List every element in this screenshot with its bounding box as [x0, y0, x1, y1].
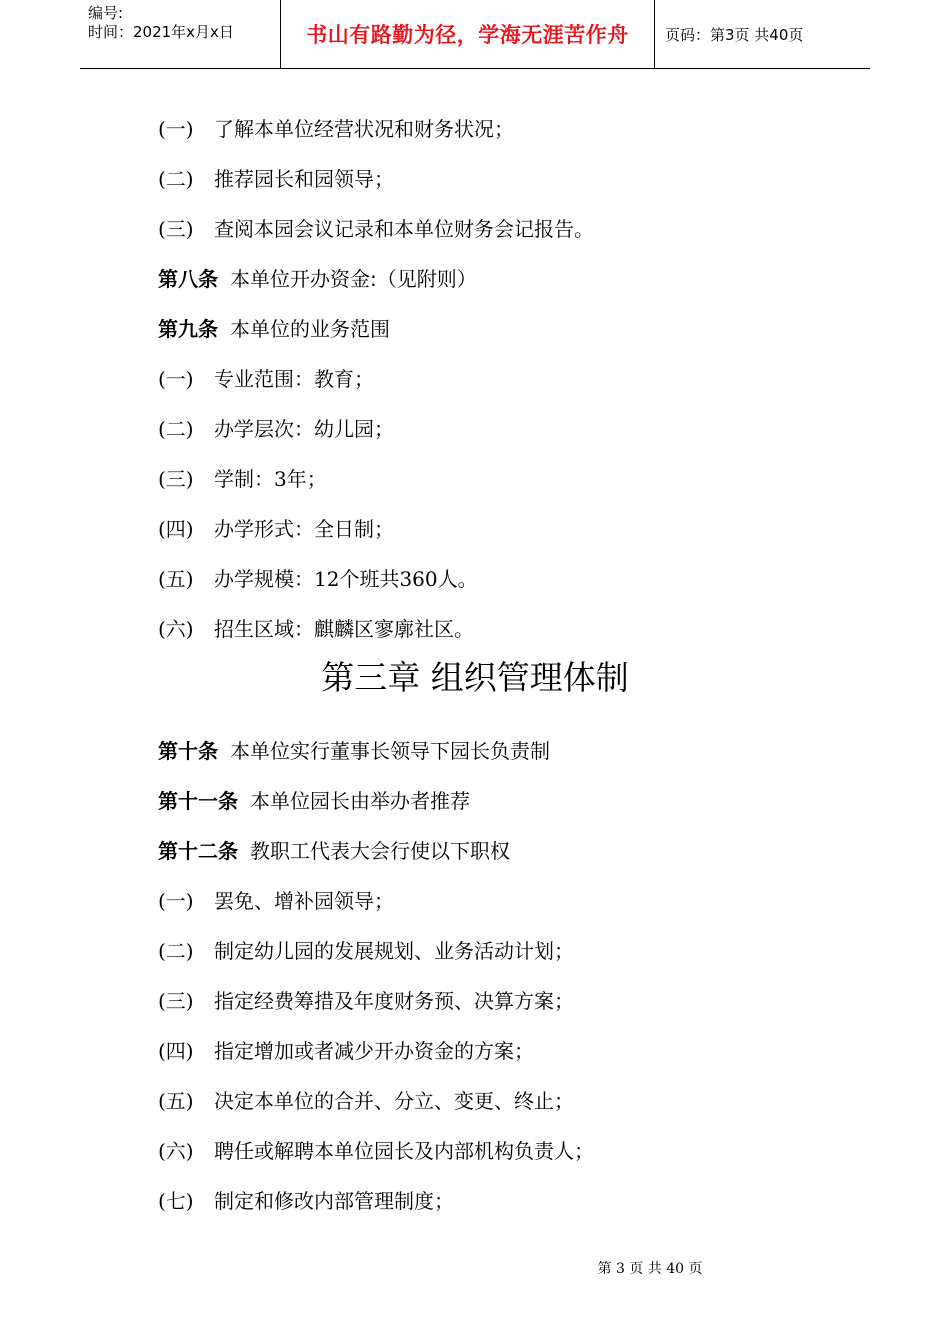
section-2 [158, 724, 858, 1224]
item-text: 招生区域：麒麟区寥廓社区。 [214, 616, 474, 641]
item-text: 学制：3年； [214, 466, 327, 491]
list-item [158, 402, 858, 452]
item-text: 指定增加或者减少开办资金的方案； [214, 1038, 534, 1063]
item-marker: (五) [158, 1088, 194, 1113]
item-text: 办学层次：幼儿园； [214, 416, 394, 441]
item-marker: (六) [158, 1138, 194, 1163]
date-label: 时间：2021年x月x日 [88, 23, 234, 41]
item-marker: (三) [158, 988, 194, 1013]
item-marker: (二) [158, 938, 194, 963]
article-11 [158, 774, 858, 824]
list-item [158, 602, 858, 652]
list-item [158, 974, 858, 1024]
list-item [158, 202, 858, 252]
list-item [158, 1074, 858, 1124]
item-marker: (三) [158, 466, 194, 491]
article-text: 教职工代表大会行使以下职权 [250, 838, 510, 863]
chapter-title: 第三章 组织管理体制 [321, 658, 629, 697]
item-text: 办学形式：全日制； [214, 516, 394, 541]
article-label: 第八条 [158, 266, 218, 291]
article-text: 本单位实行董事长领导下园长负责制 [230, 738, 550, 763]
list-item [158, 502, 858, 552]
item-text: 办学规模：12个班共360人。 [214, 566, 478, 591]
item-text: 查阅本园会议记录和本单位财务会记报告。 [214, 216, 594, 241]
list-item [158, 352, 858, 402]
header-motto: 书山有路勤为径，学海无涯苦作舟 [281, 0, 655, 68]
item-text: 推荐园长和园领导； [214, 166, 394, 191]
item-text: 了解本单位经营状况和财务状况； [214, 116, 514, 141]
item-text: 决定本单位的合并、分立、变更、终止； [214, 1088, 574, 1113]
item-marker: (五) [158, 566, 194, 591]
item-text: 制定幼儿园的发展规划、业务活动计划； [214, 938, 574, 963]
page-header [80, 0, 870, 69]
item-text: 罢免、增补园领导； [214, 888, 394, 913]
article-8 [158, 252, 858, 302]
item-marker: (四) [158, 516, 194, 541]
list-item [158, 102, 858, 152]
article-label: 第十条 [158, 738, 218, 763]
item-marker: (二) [158, 166, 194, 191]
page-footer: 第 3 页 共 40 页 [597, 1261, 703, 1277]
item-text: 专业范围：教育； [214, 366, 374, 391]
article-label: 第十二条 [158, 838, 238, 863]
list-item [158, 452, 858, 502]
item-marker: (一) [158, 888, 194, 913]
article-text: 本单位园长由举办者推荐 [250, 788, 470, 813]
number-label: 编号: [88, 4, 124, 22]
item-text: 制定和修改内部管理制度； [214, 1188, 454, 1213]
list-item [158, 1174, 858, 1224]
article-text: 本单位的业务范围 [230, 316, 390, 341]
article-text: 本单位开办资金:（见附则） [230, 266, 477, 291]
item-marker: (四) [158, 1038, 194, 1063]
article-10 [158, 724, 858, 774]
article-12 [158, 824, 858, 874]
list-item [158, 924, 858, 974]
item-text: 指定经费筹措及年度财务预、决算方案； [214, 988, 574, 1013]
item-marker: (一) [158, 366, 194, 391]
list-item [158, 552, 858, 602]
section-1 [158, 102, 858, 652]
item-marker: (一) [158, 116, 194, 141]
item-text: 聘任或解聘本单位园长及内部机构负责人； [214, 1138, 594, 1163]
list-item [158, 152, 858, 202]
header-meta [80, 0, 281, 68]
list-item [158, 1024, 858, 1074]
item-marker: (七) [158, 1188, 194, 1213]
article-label: 第九条 [158, 316, 218, 341]
article-label: 第十一条 [158, 788, 238, 813]
item-marker: (三) [158, 216, 194, 241]
header-page-info: 页码：第3页 共40页 [665, 25, 804, 44]
list-item [158, 1124, 858, 1174]
item-marker: (二) [158, 416, 194, 441]
article-9 [158, 302, 858, 352]
list-item [158, 874, 858, 924]
item-marker: (六) [158, 616, 194, 641]
